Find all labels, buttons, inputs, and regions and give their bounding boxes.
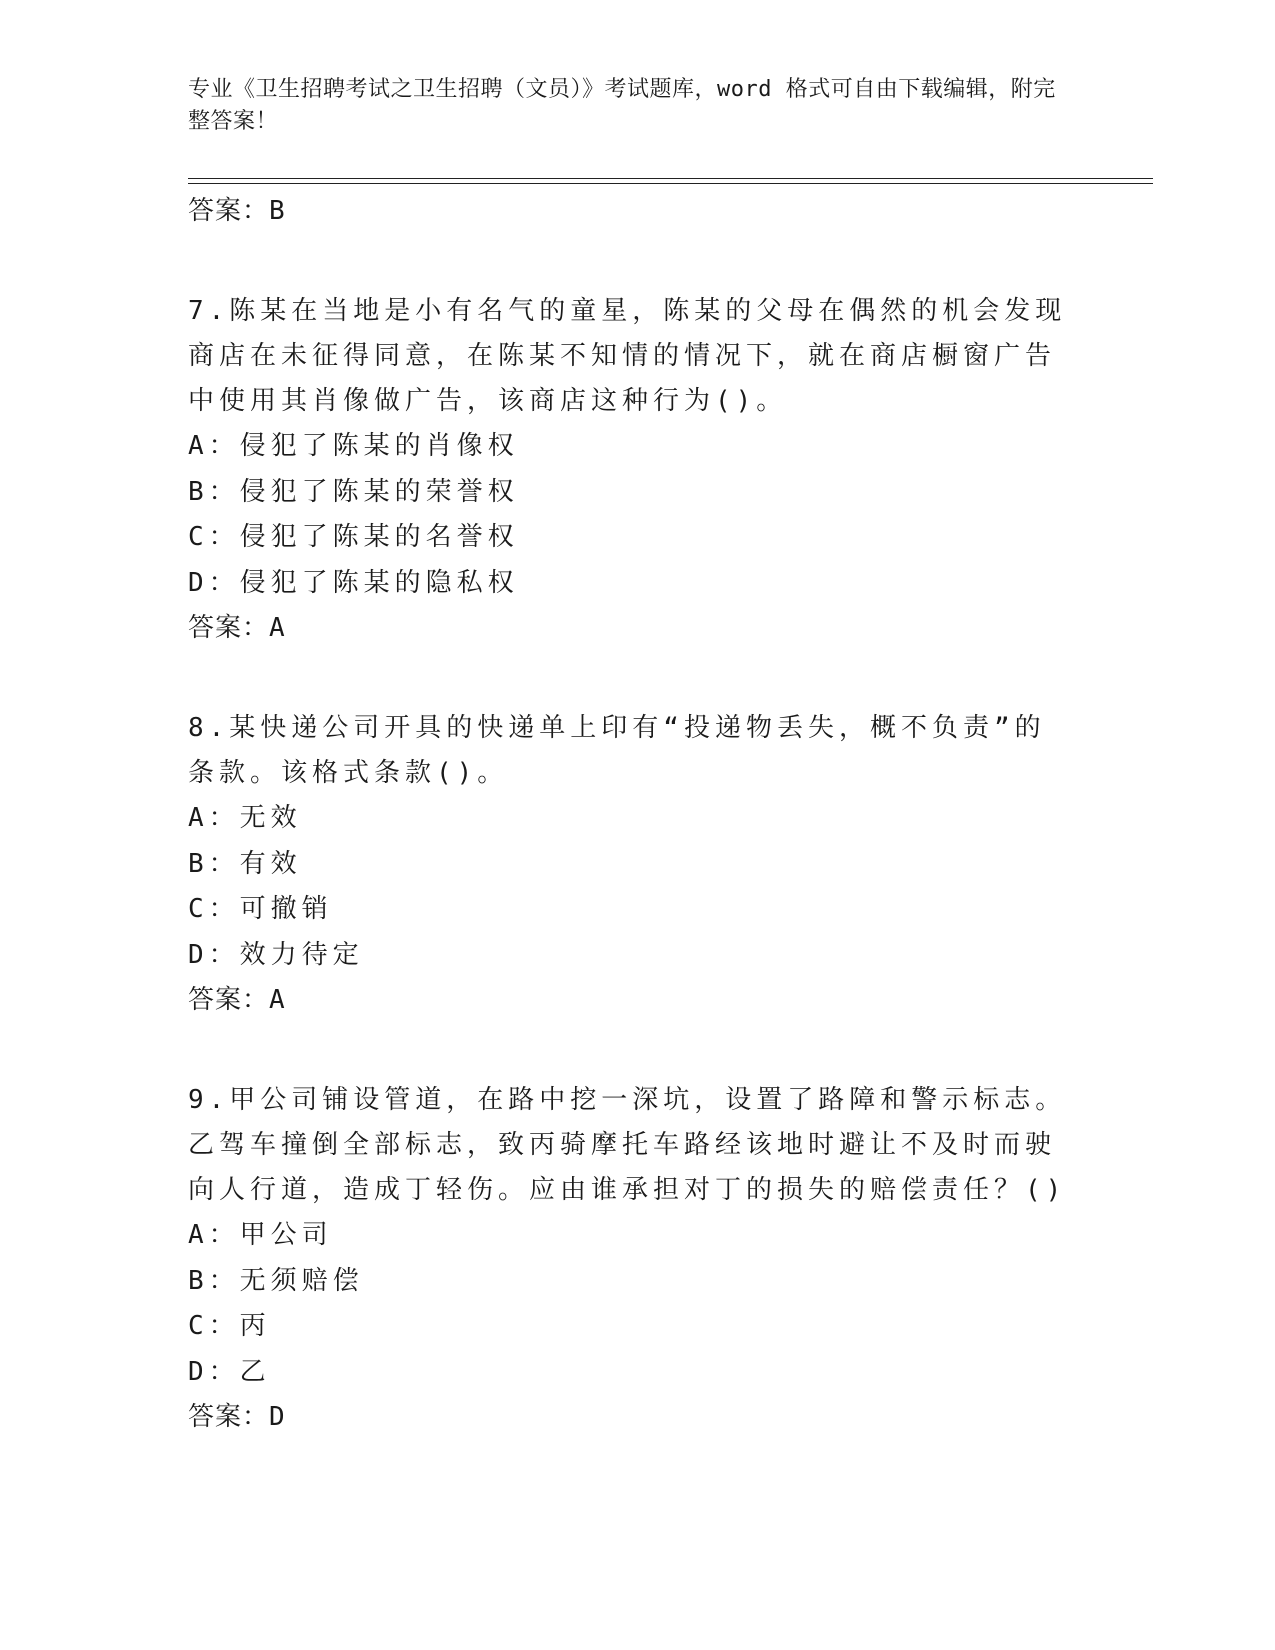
- option-d: D：乙: [188, 1356, 271, 1387]
- option-c: C：丙: [188, 1311, 271, 1341]
- option-a: A：甲公司: [188, 1220, 333, 1250]
- question-stem: 8.某快递公司开具的快递单上印有“投递物丢失，概不负责”的条款。该格式条款()。: [188, 713, 1046, 788]
- question-stem: 9.甲公司铺设管道，在路中挖一深坑，设置了路障和警示标志。乙驾车撞倒全部标志，致丙骑摩托车路经该地时避让不及时而驶向人行道，造成丁轻伤。应由谁承担对丁的损失的赔偿责任？(): [188, 1085, 1067, 1205]
- option-c: C：可撤销: [188, 894, 333, 924]
- document-body: [188, 189, 1068, 1439]
- option-a: A：无效: [188, 803, 302, 833]
- option-d: D：侵犯了陈某的隐私权: [188, 567, 519, 598]
- option-b: B：有效: [188, 848, 302, 879]
- question-stem: 7.陈某在当地是小有名气的童星，陈某的父母在偶然的机会发现商店在未征得同意，在陈某不知情的情况下，就在商店橱窗广告中使用其肖像做广告，该商店这种行为()。: [188, 296, 1067, 416]
- question-answer: 答案：D: [188, 1402, 286, 1432]
- option-b: B：无须赔偿: [188, 1265, 364, 1296]
- header-divider-bottom: [188, 183, 1153, 184]
- option-b: B：侵犯了陈某的荣誉权: [188, 476, 519, 507]
- question-7: [188, 289, 1068, 650]
- question-answer: 答案：A: [188, 613, 286, 643]
- header-divider-top: [188, 178, 1153, 179]
- option-c: C：侵犯了陈某的名誉权: [188, 522, 519, 552]
- question-9: [188, 1078, 1068, 1439]
- question-answer: 答案：A: [188, 985, 286, 1015]
- question-8: [188, 706, 1068, 1022]
- document-header: 专业《卫生招聘考试之卫生招聘（文员）》考试题库，word 格式可自由下载编辑，附完整答案！: [188, 77, 1056, 134]
- previous-answer: 答案：B: [188, 196, 286, 226]
- option-d: D：效力待定: [188, 939, 364, 970]
- option-a: A：侵犯了陈某的肖像权: [188, 431, 519, 461]
